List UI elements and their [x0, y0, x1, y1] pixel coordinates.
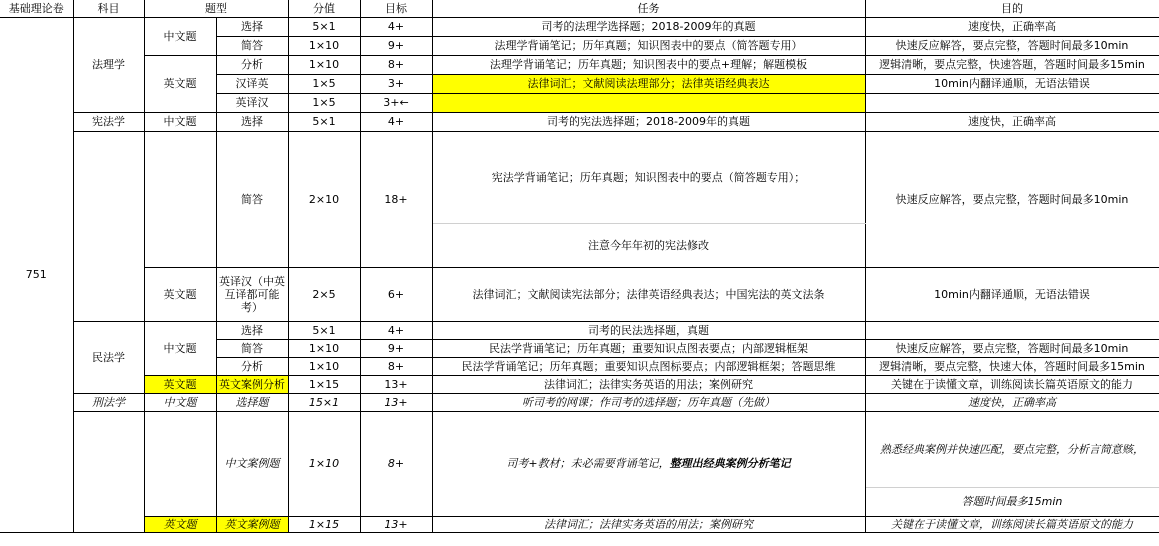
goal: 快速反应解答，要点完整，答题时间最多10min	[865, 131, 1159, 267]
subject-blank	[73, 411, 144, 532]
goal: 速度快，正确率高	[865, 17, 1159, 36]
category-chinese: 中文题	[144, 17, 216, 55]
score: 2×10	[288, 131, 360, 267]
goal: 速度快，正确率高	[865, 393, 1159, 411]
question-type: 英文案例分析	[216, 375, 288, 393]
table-row	[0, 411, 1159, 487]
score: 15×1	[288, 393, 360, 411]
task: 法律词汇；法律实务英语的用法；案例研究	[432, 375, 865, 393]
target: 4+	[360, 112, 432, 131]
score: 1×10	[288, 55, 360, 74]
header-task: 任务	[432, 0, 865, 17]
category-blank	[144, 411, 216, 516]
target: 3+←	[360, 93, 432, 112]
question-type: 选择	[216, 321, 288, 339]
category-english: 英文题	[144, 267, 216, 321]
table-row	[0, 112, 1159, 131]
table-row	[0, 393, 1159, 411]
target: 13+	[360, 375, 432, 393]
header-exam: 基础理论卷	[0, 0, 73, 17]
target: 9+	[360, 339, 432, 357]
target: 13+	[360, 516, 432, 532]
question-type: 简答	[216, 131, 288, 267]
score: 5×1	[288, 112, 360, 131]
category-blank	[144, 131, 216, 267]
task-text: 司考+教材；未必需要背诵笔记，	[506, 457, 670, 470]
target: 9+	[360, 36, 432, 55]
category-chinese: 中文题	[144, 393, 216, 411]
question-type: 选择题	[216, 393, 288, 411]
category-chinese: 中文题	[144, 321, 216, 375]
target: 3+	[360, 74, 432, 93]
target: 4+	[360, 321, 432, 339]
table-row	[0, 131, 1159, 223]
score: 5×1	[288, 17, 360, 36]
goal: 熟悉经典案例并快速匹配，要点完整，分析言简意赅，	[865, 411, 1159, 487]
category-english: 英文题	[144, 55, 216, 112]
target: 4+	[360, 17, 432, 36]
target: 8+	[360, 55, 432, 74]
task-note: 注意今年年初的宪法修改	[432, 223, 865, 267]
task-emphasis: 整理出经典案例分析笔记	[669, 457, 791, 470]
goal: 逻辑清晰，要点完整，快速答题，答题时间最多15min	[865, 55, 1159, 74]
task: 司考的宪法选择题；2018-2009年的真题	[432, 112, 865, 131]
goal: 逻辑清晰，要点完整，快速大体，答题时间最多15min	[865, 357, 1159, 375]
table-row	[0, 516, 1159, 532]
header-type: 题型	[144, 0, 288, 17]
goal: 速度快，正确率高	[865, 112, 1159, 131]
question-type: 英文案例题	[216, 516, 288, 532]
goal	[865, 321, 1159, 339]
category-english: 英文题	[144, 516, 216, 532]
task: 听司考的网课；作司考的选择题；历年真题（先做）	[432, 393, 865, 411]
task	[432, 411, 865, 516]
category-english: 英文题	[144, 375, 216, 393]
subject-civil: 民法学	[73, 321, 144, 393]
goal: 快速反应解答，要点完整，答题时间最多10min	[865, 339, 1159, 357]
header-score: 分值	[288, 0, 360, 17]
target: 8+	[360, 411, 432, 516]
task: 法理学背诵笔记；历年真题；知识图表中的要点（简答题专用）	[432, 36, 865, 55]
goal	[865, 93, 1159, 112]
goal: 10min内翻译通顺，无语法错误	[865, 74, 1159, 93]
goal-note: 答题时间最多15min	[865, 487, 1159, 516]
task: 法律词汇；法律实务英语的用法；案例研究	[432, 516, 865, 532]
category-chinese: 中文题	[144, 112, 216, 131]
task: 宪法学背诵笔记；历年真题；知识图表中的要点（简答题专用）；	[432, 131, 865, 223]
score: 1×15	[288, 375, 360, 393]
question-type: 简答	[216, 36, 288, 55]
question-type: 中文案例题	[216, 411, 288, 516]
question-type: 英译汉	[216, 93, 288, 112]
target: 13+	[360, 393, 432, 411]
goal: 关键在于读懂文章，训练阅读长篇英语原文的能力	[865, 516, 1159, 532]
course-code: 751	[0, 17, 73, 532]
task: 法理学背诵笔记；历年真题；知识图表中的要点+理解；解题模板	[432, 55, 865, 74]
subject-jurisprudence: 法理学	[73, 17, 144, 112]
header-target: 目标	[360, 0, 432, 17]
header-goal: 目的	[865, 0, 1159, 17]
table-row	[0, 55, 1159, 74]
task-highlighted	[432, 93, 865, 112]
task: 法律词汇；文献阅读宪法部分；法律英语经典表达；中国宪法的英文法条	[432, 267, 865, 321]
question-type: 选择	[216, 17, 288, 36]
question-type: 选择	[216, 112, 288, 131]
goal: 关键在于读懂文章，训练阅读长篇英语原文的能力	[865, 375, 1159, 393]
score: 1×5	[288, 74, 360, 93]
subject-constitutional: 宪法学	[73, 112, 144, 131]
score: 1×10	[288, 36, 360, 55]
subject-criminal: 刑法学	[73, 393, 144, 411]
score: 1×10	[288, 411, 360, 516]
question-type: 汉译英	[216, 74, 288, 93]
target: 6+	[360, 267, 432, 321]
task: 司考的民法选择题，真题	[432, 321, 865, 339]
score: 5×1	[288, 321, 360, 339]
subject-blank	[73, 131, 144, 321]
table-row	[0, 17, 1159, 36]
table-row	[0, 321, 1159, 339]
table-row	[0, 375, 1159, 393]
question-type: 简答	[216, 339, 288, 357]
header-subject: 科目	[73, 0, 144, 17]
table-row	[0, 267, 1159, 321]
score: 1×10	[288, 339, 360, 357]
goal: 快速反应解答，要点完整，答题时间最多10min	[865, 36, 1159, 55]
task: 民法学背诵笔记；历年真题；重要知识点图表要点；内部逻辑框架	[432, 339, 865, 357]
target: 18+	[360, 131, 432, 267]
score: 2×5	[288, 267, 360, 321]
question-type: 分析	[216, 55, 288, 74]
score: 1×10	[288, 357, 360, 375]
target: 8+	[360, 357, 432, 375]
question-type: 分析	[216, 357, 288, 375]
score: 1×15	[288, 516, 360, 532]
goal: 10min内翻译通顺，无语法错误	[865, 267, 1159, 321]
task: 司考的法理学选择题；2018-2009年的真题	[432, 17, 865, 36]
header-row	[0, 0, 1159, 17]
task: 民法学背诵笔记；历年真题；重要知识点图标要点；内部逻辑框架；答题思维	[432, 357, 865, 375]
question-type: 英译汉（中英互译都可能考）	[216, 267, 288, 321]
task-highlighted: 法律词汇；文献阅读法理部分；法律英语经典表达	[432, 74, 865, 93]
score: 1×5	[288, 93, 360, 112]
